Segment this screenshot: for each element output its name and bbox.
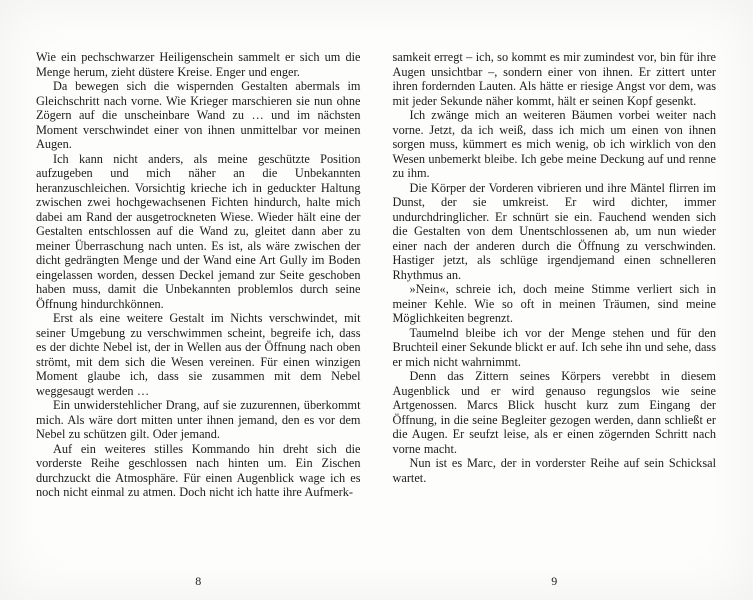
paragraph: Auf ein weiteres stilles Kommando hin dreht sich die vorderste Reihe geschlossen nach hinten um. Ein Zischen durchzuckt die Atmosphäre. Für einen Augenblick wage ich es noch nicht einmal zu atmen. Doch nicht ich hatte ihre Aufmerk- [36,441,361,499]
page-left-text [36,50,361,500]
paragraph: Denn das Zittern seines Körpers verebbt in diesem Augenblick und er wird genauso regungslos wie seine Artgenossen. Marcs Blick huscht kurz zum Eingang der Öffnung, in die seine Begleiter gezogen werden, dann schließt er die Augen. Er seufzt leise, als er einen zögernden Schritt nach vorne macht. [392,369,716,456]
paragraph: Ich zwänge mich an weiteren Bäumen vorbei weiter nach vorne. Jetzt, da ich weiß, dass ich mich um einen von ihnen sorgen muss, kümmert es mich wenig, ob ich wirklich von den Wesen unbemerkt bleibe. Ich gebe meine Deckung auf und renne zu ihm. [392,108,716,180]
paragraph: Taumelnd bleibe ich vor der Menge stehen und für den Bruchteil einer Sekunde blickt er auf. Ich sehe ihn und sehe, dass er mich nicht wahrnimmt. [392,325,716,369]
paragraph: Nun ist es Marc, der in vorderster Reihe auf sein Schicksal wartet. [392,456,716,485]
paragraph: samkeit erregt – ich, so kommt es mir zumindest vor, bin für ihre Augen unsichtbar –, sondern einer von ihnen. Er zittert unter ihren fordernden Lauten. Als hätte er riesige Angst vor dem, was mit jeder Sekunde näher kommt, hält er seinen Kopf gesenkt. [392,50,716,108]
paragraph: Da bewegen sich die wispernden Gestalten abermals im Gleichschritt nach vorne. Wie Krieger marschieren sie nun ohne Zögern auf die unscheinbare Wand zu … und im nächsten Moment verschwindet einer von ihnen unmittelbar vor meinen Augen. [36,79,361,151]
page-right-text [393,50,717,485]
page-right [377,0,753,600]
paragraph: Wie ein pechschwarzer Heiligenschein sammelt er sich um die Menge herum, zieht düstere Kreise. Enger und enger. [36,50,361,79]
page-number-right: 9 [551,574,558,588]
paragraph: »Nein«, schreie ich, doch meine Stimme verliert sich in meiner Kehle. Wie so oft in meinen Träumen, sind meine Möglichkeiten begrenzt. [392,282,716,325]
page-number-left: 8 [195,574,202,588]
paragraph: Erst als eine weitere Gestalt im Nichts verschwindet, mit seiner Umgebung zu verschwimmen scheint, begreife ich, dass es der dichte Nebel ist, der in Wellen aus der Öffnung nach oben strömt, mit dem sich die Wesen vereinen. Für einen winzigen Moment glaube ich, dass sie zusammen mit dem Nebel weggesaugt werden … [36,311,361,398]
paragraph: Die Körper der Vorderen vibrieren und ihre Mäntel flirren im Dunst, der sie umkreist. Er wird dichter, immer undurchdringlicher. Er schnürt sie ein. Fauchend wenden sich die Gestalten von dem Unentschlossenen ab, um nun wieder einer nach der anderen durch die Öffnung zu verschwinden. Hastiger jetzt, als schlüge irgendjemand einen schnelleren Rhythmus an. [392,180,716,282]
paragraph: Ein unwiderstehlicher Drang, auf sie zuzurennen, überkommt mich. Als wäre dort mitten unter ihnen jemand, den es vor dem Nebel zu schützen gilt. Oder jemand. [36,398,361,441]
paragraph: Ich kann nicht anders, als meine geschützte Position aufzugeben und mich näher an die Unbekannten heranzuschleichen. Vorsichtig krieche ich in geduckter Haltung zwischen zwei hochgewachsenen Fichten hindurch, halte mich dabei am Rand der ausgetrockneten Wiese. Wieder hält eine der Gestalten entschlossen auf die Wand zu, gleitet dann aber zu meiner Überraschung nach unten. Es ist, als wäre zwischen der dicht gedrängten Menge und der Wand eine Art Gully im Boden eingelassen worden, dessen Deckel jemand zur Seite geschoben haben muss, damit die Unbekannten problemlos durch seine Öffnung hindurchkönnen. [36,151,361,311]
